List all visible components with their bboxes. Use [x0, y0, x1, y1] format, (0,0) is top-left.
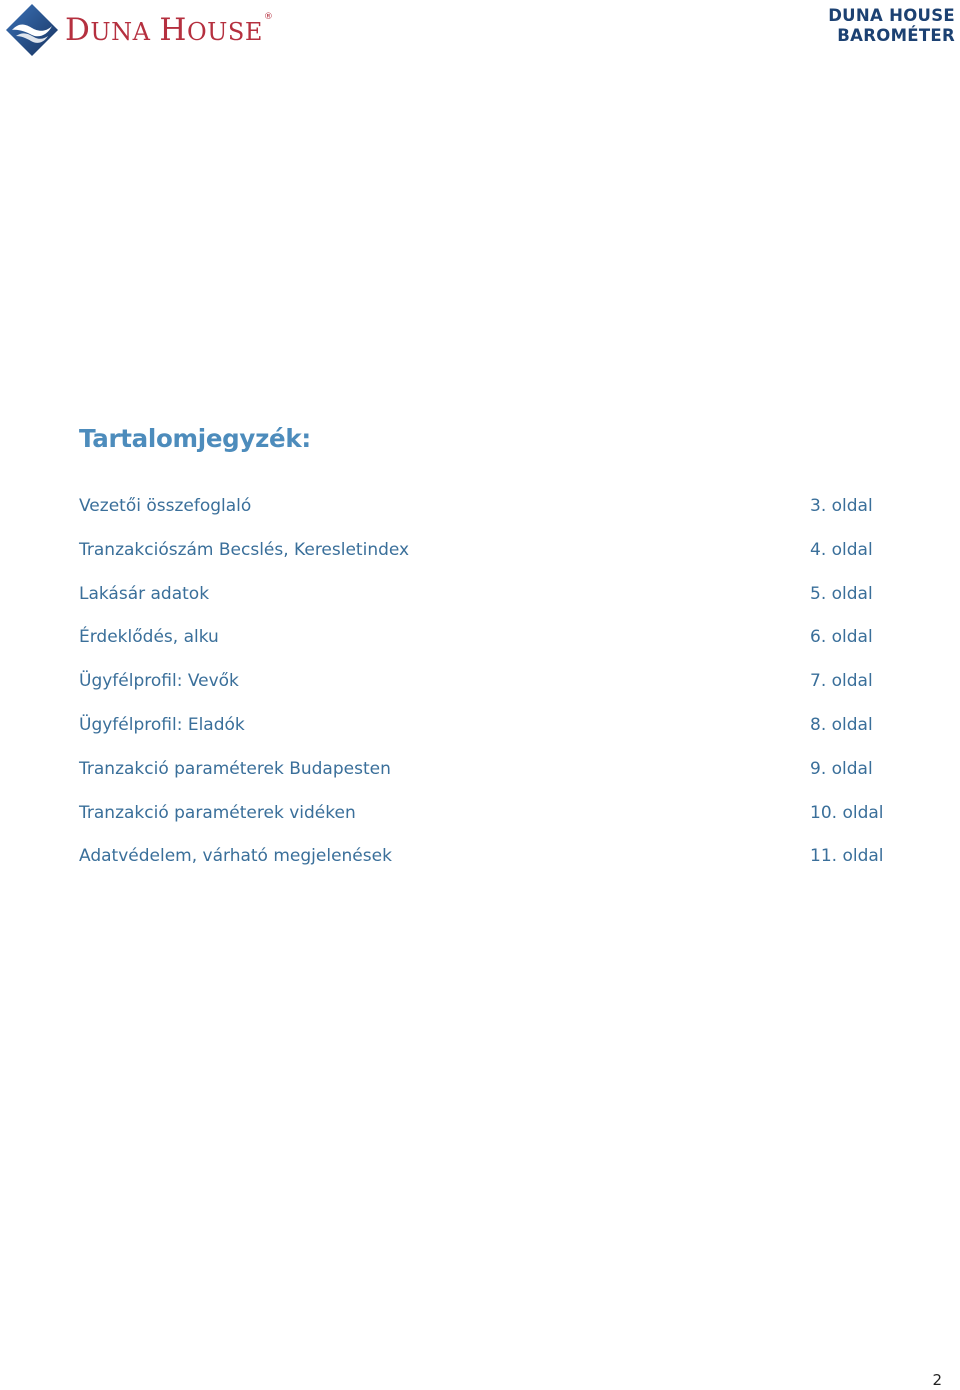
- toc-item[interactable]: [79, 490, 899, 534]
- toc-item-label: Lakásár adatok: [79, 583, 210, 604]
- brand-line-1: DUNA HOUSE: [828, 6, 955, 25]
- diamond-wave-logo-icon: [5, 3, 59, 57]
- duna-house-logo: [5, 3, 273, 57]
- toc-item-page: 8. oldal: [810, 714, 873, 735]
- toc-title: Tartalomjegyzék:: [79, 424, 311, 453]
- barometer-brand: [828, 6, 955, 46]
- toc-item-page: 6. oldal: [810, 627, 873, 648]
- toc-item[interactable]: [79, 578, 899, 622]
- toc-item-page: 3. oldal: [810, 496, 873, 516]
- toc-item[interactable]: [79, 665, 899, 709]
- page-number: 2: [932, 1371, 942, 1389]
- toc-item-label: Tranzakció paraméterek Budapesten: [79, 758, 391, 779]
- toc-item-label: Érdeklődés, alku: [79, 627, 219, 648]
- logo-initial-h: H: [159, 11, 187, 48]
- toc-item-page: 5. oldal: [810, 583, 873, 604]
- toc-item-page: 10. oldal: [810, 802, 884, 823]
- toc-item-label: Tranzakció paraméterek vidéken: [79, 802, 356, 823]
- logo-initial-d: D: [65, 11, 91, 48]
- toc-item-label: Ügyfélprofil: Eladók: [79, 714, 245, 735]
- toc-item[interactable]: [79, 534, 899, 578]
- registered-mark: ®: [263, 11, 274, 22]
- toc-item-label: Tranzakciószám Becslés, Keresletindex: [79, 539, 410, 560]
- toc-item[interactable]: [79, 709, 899, 753]
- toc-item-page: 7. oldal: [810, 671, 873, 692]
- logo-wordmark: [65, 11, 274, 48]
- toc-item-label: Adatvédelem, várható megjelenések: [79, 846, 392, 867]
- toc-item-label: Ügyfélprofil: Vevők: [79, 671, 239, 692]
- toc-item-page: 4. oldal: [810, 539, 873, 560]
- toc-item-page: 9. oldal: [810, 758, 873, 779]
- toc-item-page: 11. oldal: [810, 846, 884, 867]
- brand-line-2: BAROMÉTER: [837, 26, 955, 45]
- toc-item[interactable]: [79, 840, 899, 884]
- logo-rest-una: UNA: [90, 17, 151, 46]
- toc-item[interactable]: [79, 797, 899, 841]
- toc-item[interactable]: [79, 753, 899, 797]
- toc-list: [79, 490, 899, 884]
- logo-rest-ouse: OUSE: [186, 17, 263, 46]
- toc-item-label: Vezetői összefoglaló: [79, 496, 252, 516]
- toc-item[interactable]: [79, 621, 899, 665]
